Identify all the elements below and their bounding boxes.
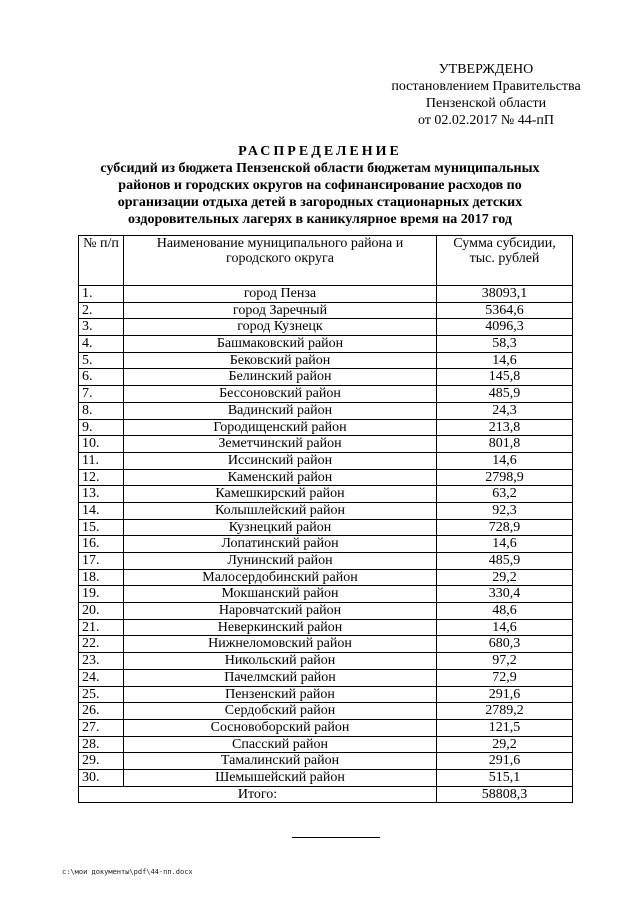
row-sum: 14,6 [437,536,573,553]
title-line: субсидий из бюджета Пензенской области бюджетам муниципальных [100,161,540,176]
table-row [79,736,573,753]
row-name: Неверкинский район [124,619,437,636]
row-sum: 4096,3 [437,319,573,336]
table-row [79,669,573,686]
approval-line: Пензенской области [425,96,547,111]
row-name: Кузнецкий район [124,519,437,536]
row-num: 2. [79,302,124,319]
row-num: 19. [79,586,124,603]
file-path: c:\мои документы\pdf\44-пп.docx [62,868,193,876]
row-num: 6. [79,369,124,386]
approval-line: от 02.02.2017 № 44-пП [417,113,555,128]
row-num: 9. [79,419,124,436]
row-sum: 14,6 [437,619,573,636]
row-num: 28. [79,736,124,753]
row-name: Шемышейский район [124,769,437,786]
row-name: Тамалинский район [124,753,437,770]
row-name: Малосердобинский район [124,569,437,586]
table-row [79,286,573,303]
row-num: 10. [79,436,124,453]
table-row [79,352,573,369]
row-name: Каменский район [124,469,437,486]
row-name: Нижнеломовский район [124,636,437,653]
row-name: Городищенский район [124,419,437,436]
row-name: Бессоновский район [124,386,437,403]
row-sum: 485,9 [437,553,573,570]
row-num: 23. [79,653,124,670]
row-sum: 63,2 [437,486,573,503]
row-sum: 48,6 [437,603,573,620]
table-row [79,536,573,553]
row-sum: 801,8 [437,436,573,453]
table-row [79,569,573,586]
row-sum: 680,3 [437,636,573,653]
subsidy-table [78,235,573,803]
row-sum: 92,3 [437,502,573,519]
row-num: 26. [79,703,124,720]
row-name: Сосновоборский район [124,719,437,736]
row-num: 12. [79,469,124,486]
title-line: районов и городских округов на софинансирование расходов по [118,178,522,193]
row-num: 4. [79,336,124,353]
table-row [79,436,573,453]
row-name: Сердобский район [124,703,437,720]
row-num: 20. [79,603,124,620]
table-header-row [79,236,573,286]
row-name: Лопатинский район [124,536,437,553]
row-num: 3. [79,319,124,336]
title-line: оздоровительных лагерях в каникулярное время на 2017 год [128,212,512,227]
row-num: 27. [79,719,124,736]
row-name: город Пенза [124,286,437,303]
row-sum: 24,3 [437,402,573,419]
table-row [79,369,573,386]
header-sum: Сумма субсидии, тыс. рублей [437,236,573,286]
table-row [79,769,573,786]
title-line: организации отдыха детей в загородных стационарных детских [117,195,523,210]
row-sum: 213,8 [437,419,573,436]
row-num: 29. [79,753,124,770]
table-row [79,636,573,653]
row-num: 11. [79,452,124,469]
document-title [80,143,560,228]
row-sum: 58,3 [437,336,573,353]
row-name: Колышлейский район [124,502,437,519]
row-sum: 121,5 [437,719,573,736]
row-num: 14. [79,502,124,519]
row-name: Лунинский район [124,553,437,570]
table-row [79,703,573,720]
table-row [79,619,573,636]
row-sum: 728,9 [437,519,573,536]
row-name: Земетчинский район [124,436,437,453]
row-num: 22. [79,636,124,653]
row-sum: 29,2 [437,736,573,753]
table-row [79,469,573,486]
row-sum: 14,6 [437,452,573,469]
row-num: 13. [79,486,124,503]
row-name: Никольский район [124,653,437,670]
row-sum: 72,9 [437,669,573,686]
row-sum: 97,2 [437,653,573,670]
row-sum: 2789,2 [437,703,573,720]
table-row [79,553,573,570]
table-row [79,502,573,519]
row-sum: 14,6 [437,352,573,369]
total-label: Итого: [79,786,437,803]
row-name: Наровчатский район [124,603,437,620]
table-row [79,686,573,703]
approval-line: УТВЕРЖДЕНО [438,62,534,77]
table-row [79,753,573,770]
row-sum: 291,6 [437,753,573,770]
row-num: 18. [79,569,124,586]
row-sum: 145,8 [437,369,573,386]
total-value: 58808,3 [437,786,573,803]
title-heading: РАСПРЕДЕЛЕНИЕ [238,144,402,159]
row-sum: 5364,6 [437,302,573,319]
row-name: Белинский район [124,369,437,386]
row-name: Спасский район [124,736,437,753]
row-num: 30. [79,769,124,786]
row-name: Пензенский район [124,686,437,703]
row-num: 5. [79,352,124,369]
row-name: Бековский район [124,352,437,369]
row-sum: 515,1 [437,769,573,786]
row-name: город Кузнецк [124,319,437,336]
table-row [79,402,573,419]
row-num: 24. [79,669,124,686]
row-sum: 2798,9 [437,469,573,486]
row-num: 25. [79,686,124,703]
row-num: 15. [79,519,124,536]
table-row [79,386,573,403]
row-sum: 29,2 [437,569,573,586]
header-name: Наименование муниципального района и городского округа [124,236,437,286]
row-name: Башмаковский район [124,336,437,353]
table-row [79,452,573,469]
row-num: 7. [79,386,124,403]
table-row [79,586,573,603]
row-name: город Заречный [124,302,437,319]
approval-line: постановлением Правительства [391,79,581,94]
approval-stamp [370,61,602,129]
row-sum: 291,6 [437,686,573,703]
table-row [79,302,573,319]
table-row [79,486,573,503]
row-name: Пачелмский район [124,669,437,686]
table-row [79,719,573,736]
row-num: 16. [79,536,124,553]
table-row [79,603,573,620]
row-name: Камешкирский район [124,486,437,503]
row-num: 1. [79,286,124,303]
row-sum: 485,9 [437,386,573,403]
table-row [79,419,573,436]
table-row [79,519,573,536]
row-name: Иссинский район [124,452,437,469]
row-num: 8. [79,402,124,419]
total-row [79,786,573,803]
table-row [79,653,573,670]
header-num: № п/п [79,236,124,286]
footer-divider [292,837,380,838]
row-num: 17. [79,553,124,570]
table-row [79,336,573,353]
row-sum: 38093,1 [437,286,573,303]
row-name: Вадинский район [124,402,437,419]
row-num: 21. [79,619,124,636]
row-name: Мокшанский район [124,586,437,603]
table-row [79,319,573,336]
row-sum: 330,4 [437,586,573,603]
